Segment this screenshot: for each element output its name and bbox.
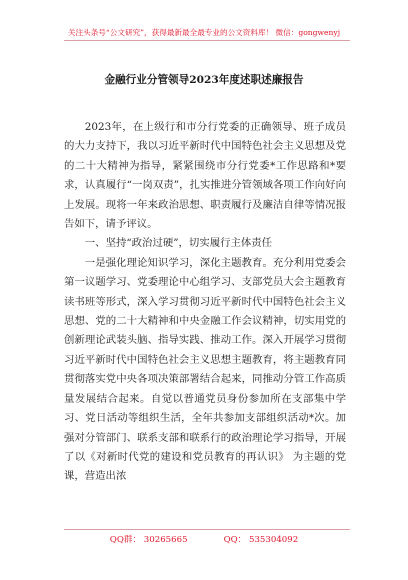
document-body [64,118,346,487]
footer-contact [0,533,408,545]
paragraph-study: 一是强化理论知识学习，深化主题教育。充分利用党委会第一议题学习、党委理论中心组学习、支部党员大会主题教育读书班等形式，深入学习贯彻习近平新时代中国特色社会主义思想、党的二十大精神和中央金融工作会议精神，切实用党的创新理论武装头脑、指导实践、推动工作。深入开展学习贯彻习近平新时代中国特色社会主义思想主题教育，将主题教育同贯彻落实党中央各项决策部署结合起来，同推动分管工作高质量发展结合起来。自觉以普通党员身份参加所在支部集中学习、党日活动等组织生活，全年共参加支部组织活动*次。加强对分管部门、联系支部和联系行的政治理论学习指导，开展了以《对新时代党的建设和党员教育的再认识》 为主题的党课，营造出浓 [64,256,346,483]
paragraph-intro: 2023年，在上级行和市分行党委的正确领导、班子成员的大力支持下，我以习近平新时代中国特色社会主义思想及党的二十大精神为指导，紧紧围绕市分行党委*工作思路和*要求，认真履行“一岗双责”，扎实推进分管领域各项工作向好向上发展。现将一年来政治思想、职责履行及廉洁自律等情况报告如下，请予评议。 [64,121,346,231]
document-title: 金融行业分管领导2023年度述职述廉报告 [104,74,304,86]
footer-qq-group: QQ群： 30265665 [109,535,188,545]
section-heading: 一、坚持“政治过硬”，切实履行主体责任 [84,237,273,250]
header-promo-text: 关注头条号“公文研究”，获得最新最全最专业的公文资料库！ 微信：gongwenyj [67,28,341,37]
footer-qq: QQ： 535304092 [223,535,299,545]
footer-divider [64,529,350,530]
header-divider [64,40,350,41]
